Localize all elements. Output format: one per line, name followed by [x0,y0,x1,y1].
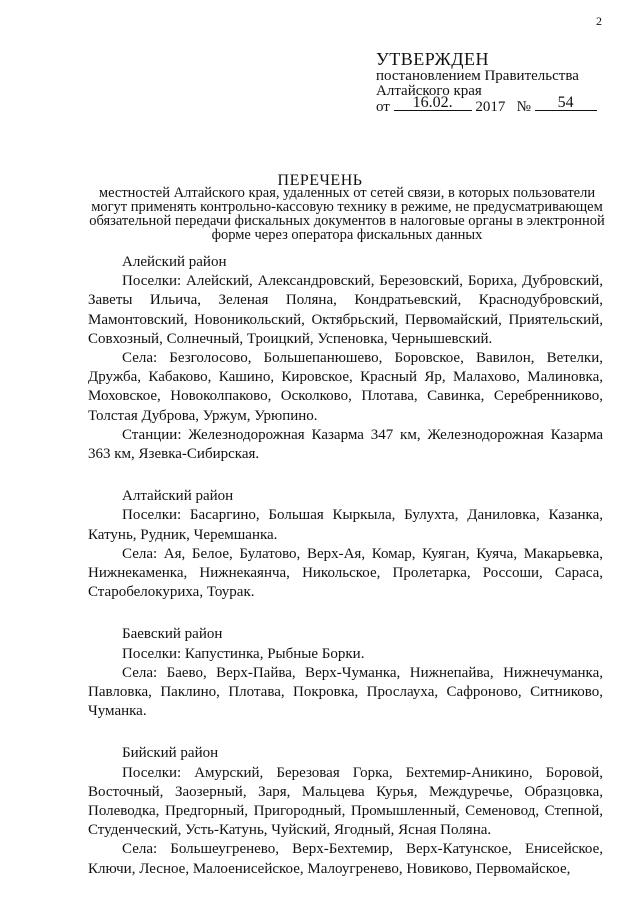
district-name: Алтайский район [122,488,234,505]
approval-block [376,50,597,115]
district-paragraph: Поселки: Алейский, Александровский, Березовский, Бориха, Дубровский, Заветы Ильича, Зеленая Поляна, Кондратьевский, Краснодубровский, Мамонтовский, Новоникольский, Октябрьский, Первомайский, Приятельский, Совхозный, Солнечный, Троицкий, Успеновка, Чернышевский. [88,273,603,347]
page-number: 2 [596,14,602,28]
district-paragraph: Станции: Железнодорожная Казарма 347 км, Железнодорожная Казарма 363 км, Язевка-Сибирская. [88,426,603,463]
district-name: Алейский район [122,254,227,270]
district-paragraph: Села: Безголосово, Большепанюшево, Боровское, Вавилон, Ветелки, Дружба, Кабаково, Кашино, Кировское, Красный Яр, Малахово, Малиновка, Моховское, Новоколпаково, Осколково, Плотава, Савинка, Серебренниково, Толстая Дуброва, Уржум, Урюпино. [88,350,603,424]
approval-year: 2017 [475,99,506,115]
approval-date-line [376,94,597,115]
approval-number: 54 [535,95,597,111]
district-paragraph: Поселки: Амурский, Березовая Горка, Бехтемир-Аникино, Боровой, Восточный, Заозерный, Заря, Мальцева Курья, Междуречье, Образцовка, Полеводка, Предгорный, Пригородный, Промышленный, Семеновод, Степной, Студенческий, Усть-Катунь, Чуйский, Ягодный, Ясная Поляна. [88,764,603,839]
district-paragraph: Поселки: Басаргино, Большая Кыркыла, Булухта, Даниловка, Казанка, Катунь, Рудник, Черемшанка. [88,507,603,543]
district-paragraph: Села: Баево, Верх-Пайва, Верх-Чуманка, Нижнепайва, Нижнечуманка, Павловка, Паклино, Плотава, Покровка, Прослауха, Сафроново, Ситниково, Чуманка. [88,664,603,720]
district-paragraph: Села: Ая, Белое, Булатово, Верх-Ая, Комар, Куяган, Куяча, Макарьевка, Нижнекаменка, Нижнекаянча, Никольское, Пролетарка, Россоши, Сараса, Старобелокуриха, Тоурак. [88,545,603,601]
document-heading: ПЕРЕЧЕНЬ [277,172,363,189]
approval-title: УТВЕРЖДЕН [376,49,490,69]
district-paragraph: Села: Большеугренево, Верх-Бехтемир, Верх-Катунское, Енисейское, Ключи, Лесное, Малоенисейское, Малоугренево, Новиково, Первомайское, [88,841,603,877]
approval-number-sign: № [516,99,531,115]
district-paragraph: Поселки: Капустинка, Рыбные Борки. [122,645,365,662]
approval-date: 16.02. [394,95,472,111]
district-name: Бийский район [122,745,219,762]
approval-line-1: постановлением Правительства [376,68,579,84]
document-subtitle: местностей Алтайского края, удаленных от сетей связи, в которых пользователи могут применять контрольно-кассовую технику в режиме, не предусматривающем обязательной передачи фискальных документов в налоговые органы в электронной форме через оператора фискальных данных [89,185,605,243]
district-name: Баевский район [122,626,223,643]
district-list [88,253,603,879]
approval-prefix-ot: от [376,99,390,115]
approval-line-2: Алтайского края [376,83,482,99]
